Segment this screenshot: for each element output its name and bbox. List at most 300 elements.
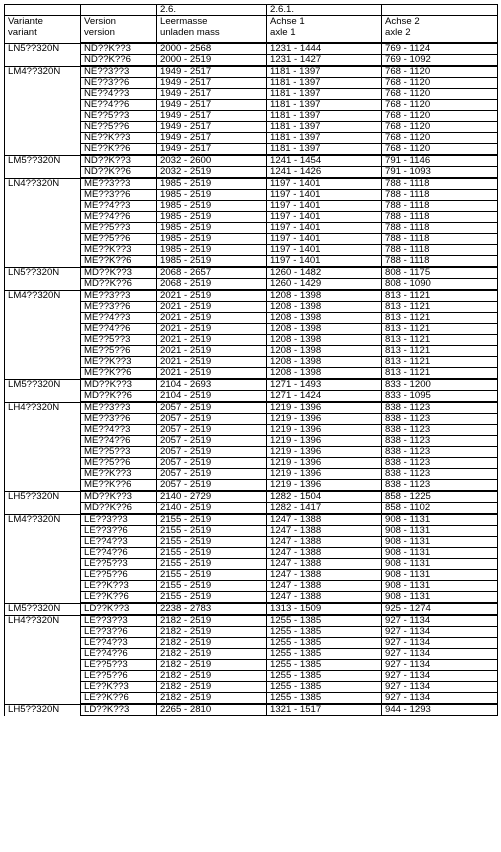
header-axle2-en: axle 2 <box>385 27 411 38</box>
table-row <box>5 201 498 212</box>
version-cell: LE??3??6 <box>81 627 157 638</box>
table-row <box>5 592 498 604</box>
axle2-cell: 944 - 1293 <box>382 704 498 716</box>
header-variant-en: variant <box>8 27 37 38</box>
axle1-cell: 1247 - 1388 <box>267 581 382 592</box>
variant-cell-empty <box>5 458 81 469</box>
axle1-cell: 1197 - 1401 <box>267 212 382 223</box>
table-row <box>5 469 498 480</box>
version-cell: ME??5??3 <box>81 447 157 458</box>
variant-cell-empty <box>5 346 81 357</box>
table-row <box>5 391 498 403</box>
version-cell: ND??K??6 <box>81 167 157 179</box>
axle2-cell: 768 - 1120 <box>382 100 498 111</box>
axle2-cell: 788 - 1118 <box>382 212 498 223</box>
version-cell: ME??K??6 <box>81 256 157 268</box>
mass-cell: 2155 - 2519 <box>157 537 267 548</box>
axle2-cell: 838 - 1123 <box>382 480 498 492</box>
mass-cell: 1985 - 2519 <box>157 245 267 256</box>
mass-cell: 1949 - 2517 <box>157 111 267 122</box>
variant-cell-empty <box>5 537 81 548</box>
header-axle1-en: axle 1 <box>270 27 296 38</box>
table-row <box>5 627 498 638</box>
variant-cell: LM4??320N <box>5 514 81 526</box>
table-row <box>5 234 498 245</box>
mass-cell: 1985 - 2519 <box>157 190 267 201</box>
variant-cell-empty <box>5 357 81 368</box>
mass-cell: 2021 - 2519 <box>157 335 267 346</box>
table-row <box>5 279 498 291</box>
table-row <box>5 368 498 380</box>
version-cell: LE??4??3 <box>81 537 157 548</box>
table-row <box>5 223 498 234</box>
axle2-cell: 768 - 1120 <box>382 111 498 122</box>
section-number-row <box>5 5 498 16</box>
axle1-cell: 1247 - 1388 <box>267 548 382 559</box>
axle2-cell: 927 - 1134 <box>382 627 498 638</box>
variant-cell-empty <box>5 324 81 335</box>
variant-cell-empty <box>5 414 81 425</box>
table-row <box>5 514 498 526</box>
table-row <box>5 491 498 503</box>
axle2-cell: 813 - 1121 <box>382 357 498 368</box>
axle2-cell: 768 - 1120 <box>382 89 498 100</box>
axle1-cell: 1255 - 1385 <box>267 660 382 671</box>
axle1-cell: 1313 - 1509 <box>267 603 382 615</box>
variant-cell-empty <box>5 469 81 480</box>
table-row <box>5 267 498 279</box>
axle2-cell: 808 - 1175 <box>382 267 498 279</box>
mass-cell: 2182 - 2519 <box>157 660 267 671</box>
axle1-cell: 1247 - 1388 <box>267 570 382 581</box>
axle2-cell: 788 - 1118 <box>382 190 498 201</box>
table-row <box>5 603 498 615</box>
table-row <box>5 503 498 515</box>
version-cell: ME??5??3 <box>81 335 157 346</box>
table-row <box>5 638 498 649</box>
table-row <box>5 581 498 592</box>
header-version <box>81 16 157 44</box>
axle2-cell: 838 - 1123 <box>382 469 498 480</box>
mass-cell: 2155 - 2519 <box>157 526 267 537</box>
version-cell: NE??K??3 <box>81 133 157 144</box>
axle2-cell: 791 - 1093 <box>382 167 498 179</box>
axle2-cell: 838 - 1123 <box>382 414 498 425</box>
axle1-cell: 1197 - 1401 <box>267 190 382 201</box>
axle2-cell: 908 - 1131 <box>382 526 498 537</box>
axle1-cell: 1197 - 1401 <box>267 245 382 256</box>
axle2-cell: 769 - 1092 <box>382 55 498 67</box>
variant-cell: LN5??320N <box>5 267 81 279</box>
mass-cell: 2265 - 2810 <box>157 704 267 716</box>
variant-cell-empty <box>5 526 81 537</box>
variant-cell: LN4??320N <box>5 178 81 190</box>
variant-cell-empty <box>5 638 81 649</box>
version-cell: LE??3??3 <box>81 514 157 526</box>
version-cell: LE??5??6 <box>81 671 157 682</box>
axle1-cell: 1255 - 1385 <box>267 627 382 638</box>
axle1-cell: 1231 - 1444 <box>267 43 382 55</box>
variant-cell-empty <box>5 256 81 268</box>
variant-cell: LM5??320N <box>5 155 81 167</box>
version-cell: ME??K??6 <box>81 480 157 492</box>
mass-cell: 2057 - 2519 <box>157 447 267 458</box>
variant-cell-empty <box>5 100 81 111</box>
mass-cell: 2155 - 2519 <box>157 592 267 604</box>
header-mass <box>157 16 267 44</box>
header-axle1-de: Achse 1 <box>270 16 305 27</box>
axle2-cell: 858 - 1102 <box>382 503 498 515</box>
mass-cell: 1985 - 2519 <box>157 223 267 234</box>
variant-cell-empty <box>5 313 81 324</box>
axle1-cell: 1255 - 1385 <box>267 615 382 627</box>
axle2-cell: 788 - 1118 <box>382 178 498 190</box>
mass-cell: 1985 - 2519 <box>157 212 267 223</box>
table-row <box>5 480 498 492</box>
axle2-cell: 927 - 1134 <box>382 649 498 660</box>
axle2-cell: 813 - 1121 <box>382 324 498 335</box>
axle1-cell: 1181 - 1397 <box>267 144 382 156</box>
axle1-cell: 1208 - 1398 <box>267 368 382 380</box>
table-row <box>5 559 498 570</box>
table-row <box>5 693 498 705</box>
axle1-cell: 1255 - 1385 <box>267 693 382 705</box>
table-row <box>5 548 498 559</box>
version-cell: MD??K??6 <box>81 503 157 515</box>
table-row <box>5 43 498 55</box>
mass-cell: 2057 - 2519 <box>157 425 267 436</box>
version-cell: MD??K??6 <box>81 391 157 403</box>
mass-cell: 2155 - 2519 <box>157 548 267 559</box>
table-row <box>5 402 498 414</box>
mass-cell: 2104 - 2693 <box>157 379 267 391</box>
variant-cell-empty <box>5 391 81 403</box>
axle1-cell: 1247 - 1388 <box>267 592 382 604</box>
axle2-cell: 908 - 1131 <box>382 548 498 559</box>
header-axle2-de: Achse 2 <box>385 16 420 27</box>
table-row <box>5 133 498 144</box>
table-row <box>5 324 498 335</box>
mass-cell: 2155 - 2519 <box>157 581 267 592</box>
mass-cell: 1949 - 2517 <box>157 122 267 133</box>
variant-cell-empty <box>5 425 81 436</box>
mass-cell: 1985 - 2519 <box>157 256 267 268</box>
section-empty-cell <box>382 5 498 16</box>
variant-cell-empty <box>5 480 81 492</box>
version-cell: ND??K??3 <box>81 155 157 167</box>
axle1-cell: 1181 - 1397 <box>267 111 382 122</box>
mass-cell: 2032 - 2600 <box>157 155 267 167</box>
variant-cell-empty <box>5 245 81 256</box>
version-cell: NE??3??6 <box>81 78 157 89</box>
version-cell: NE??5??3 <box>81 111 157 122</box>
table-row <box>5 290 498 302</box>
version-cell: ME??4??6 <box>81 212 157 223</box>
variant-cell-empty <box>5 190 81 201</box>
axle1-cell: 1247 - 1388 <box>267 526 382 537</box>
mass-cell: 2182 - 2519 <box>157 682 267 693</box>
axle2-cell: 908 - 1131 <box>382 581 498 592</box>
variant-cell-empty <box>5 167 81 179</box>
mass-cell: 2021 - 2519 <box>157 346 267 357</box>
version-cell: ME??3??6 <box>81 414 157 425</box>
version-cell: ME??4??3 <box>81 313 157 324</box>
table-row <box>5 570 498 581</box>
axle2-cell: 927 - 1134 <box>382 682 498 693</box>
version-cell: LE??5??3 <box>81 660 157 671</box>
mass-cell: 2068 - 2519 <box>157 279 267 291</box>
variant-cell-empty <box>5 89 81 100</box>
variant-cell-empty <box>5 682 81 693</box>
mass-cell: 2182 - 2519 <box>157 638 267 649</box>
axle1-cell: 1271 - 1424 <box>267 391 382 403</box>
mass-cell: 1985 - 2519 <box>157 234 267 245</box>
axle2-cell: 813 - 1121 <box>382 313 498 324</box>
axle1-cell: 1208 - 1398 <box>267 313 382 324</box>
mass-cell: 1949 - 2517 <box>157 100 267 111</box>
mass-table <box>4 4 498 716</box>
axle2-cell: 908 - 1131 <box>382 514 498 526</box>
version-cell: NE??K??6 <box>81 144 157 156</box>
version-cell: MD??K??3 <box>81 491 157 503</box>
axle2-cell: 908 - 1131 <box>382 537 498 548</box>
mass-cell: 2182 - 2519 <box>157 649 267 660</box>
variant-cell-empty <box>5 570 81 581</box>
axle2-cell: 858 - 1225 <box>382 491 498 503</box>
axle1-cell: 1247 - 1388 <box>267 537 382 548</box>
version-cell: NE??5??6 <box>81 122 157 133</box>
mass-cell: 2155 - 2519 <box>157 514 267 526</box>
header-version-de: Version <box>84 16 116 27</box>
mass-cell: 2182 - 2519 <box>157 615 267 627</box>
version-cell: NE??3??3 <box>81 66 157 78</box>
mass-cell: 2182 - 2519 <box>157 627 267 638</box>
variant-cell-empty <box>5 559 81 570</box>
version-cell: LD??K??3 <box>81 704 157 716</box>
variant-cell-empty <box>5 581 81 592</box>
table-row <box>5 190 498 201</box>
version-cell: LE??3??3 <box>81 615 157 627</box>
variant-cell-empty <box>5 212 81 223</box>
version-cell: ME??4??6 <box>81 324 157 335</box>
variant-cell-empty <box>5 223 81 234</box>
table-row <box>5 704 498 716</box>
axle1-cell: 1181 - 1397 <box>267 100 382 111</box>
axle1-cell: 1181 - 1397 <box>267 78 382 89</box>
mass-cell: 2021 - 2519 <box>157 324 267 335</box>
axle1-cell: 1208 - 1398 <box>267 324 382 335</box>
version-cell: LE??4??3 <box>81 638 157 649</box>
variant-cell-empty <box>5 671 81 682</box>
table-row <box>5 346 498 357</box>
mass-cell: 1949 - 2517 <box>157 78 267 89</box>
version-cell: LE??5??6 <box>81 570 157 581</box>
version-cell: LE??5??3 <box>81 559 157 570</box>
header-mass-en: unladen mass <box>160 27 220 38</box>
table-row <box>5 447 498 458</box>
header-version-en: version <box>84 27 115 38</box>
variant-cell: LM4??320N <box>5 290 81 302</box>
variant-cell-empty <box>5 592 81 604</box>
mass-cell: 2104 - 2519 <box>157 391 267 403</box>
axle2-cell: 788 - 1118 <box>382 245 498 256</box>
table-row <box>5 425 498 436</box>
table-row <box>5 313 498 324</box>
table-row <box>5 335 498 346</box>
axle2-cell: 838 - 1123 <box>382 425 498 436</box>
table-row <box>5 379 498 391</box>
mass-cell: 2057 - 2519 <box>157 458 267 469</box>
version-cell: ND??K??6 <box>81 55 157 67</box>
mass-cell: 2021 - 2519 <box>157 368 267 380</box>
axle2-cell: 813 - 1121 <box>382 302 498 313</box>
variant-cell: LH4??320N <box>5 402 81 414</box>
axle1-cell: 1282 - 1417 <box>267 503 382 515</box>
mass-cell: 2182 - 2519 <box>157 693 267 705</box>
axle1-cell: 1197 - 1401 <box>267 256 382 268</box>
version-cell: NE??4??6 <box>81 100 157 111</box>
table-row <box>5 89 498 100</box>
table-row <box>5 649 498 660</box>
axle1-cell: 1255 - 1385 <box>267 649 382 660</box>
axle2-cell: 927 - 1134 <box>382 671 498 682</box>
axle2-cell: 791 - 1146 <box>382 155 498 167</box>
axle2-cell: 813 - 1121 <box>382 290 498 302</box>
table-row <box>5 436 498 447</box>
axle2-cell: 813 - 1121 <box>382 346 498 357</box>
variant-cell: LH5??320N <box>5 704 81 716</box>
variant-cell-empty <box>5 447 81 458</box>
table-row <box>5 414 498 425</box>
axle2-cell: 927 - 1134 <box>382 693 498 705</box>
variant-cell-empty <box>5 368 81 380</box>
version-cell: ME??K??3 <box>81 245 157 256</box>
version-cell: MD??K??3 <box>81 267 157 279</box>
variant-cell: LM5??320N <box>5 379 81 391</box>
variant-cell-empty <box>5 111 81 122</box>
version-cell: ME??3??3 <box>81 290 157 302</box>
version-cell: ME??4??3 <box>81 201 157 212</box>
axle1-cell: 1321 - 1517 <box>267 704 382 716</box>
axle2-cell: 838 - 1123 <box>382 458 498 469</box>
section-number-axle: 2.6.1. <box>267 5 382 16</box>
header-axle2 <box>382 16 498 44</box>
mass-cell: 1985 - 2519 <box>157 178 267 190</box>
mass-cell: 2057 - 2519 <box>157 480 267 492</box>
axle1-cell: 1219 - 1396 <box>267 469 382 480</box>
axle1-cell: 1260 - 1482 <box>267 267 382 279</box>
mass-cell: 2068 - 2657 <box>157 267 267 279</box>
section-empty-cell <box>81 5 157 16</box>
version-cell: ME??K??3 <box>81 469 157 480</box>
table-row <box>5 357 498 368</box>
mass-cell: 2032 - 2519 <box>157 167 267 179</box>
axle1-cell: 1255 - 1385 <box>267 638 382 649</box>
table-row <box>5 256 498 268</box>
header-axle1 <box>267 16 382 44</box>
version-cell: ME??4??6 <box>81 436 157 447</box>
variant-cell-empty <box>5 78 81 89</box>
axle2-cell: 768 - 1120 <box>382 78 498 89</box>
variant-cell-empty <box>5 201 81 212</box>
table-row <box>5 660 498 671</box>
variant-cell: LH4??320N <box>5 615 81 627</box>
mass-cell: 2021 - 2519 <box>157 313 267 324</box>
table-row <box>5 682 498 693</box>
version-cell: LE??4??6 <box>81 649 157 660</box>
axle1-cell: 1197 - 1401 <box>267 201 382 212</box>
variant-cell-empty <box>5 693 81 705</box>
version-cell: ME??4??3 <box>81 425 157 436</box>
variant-cell: LM4??320N <box>5 66 81 78</box>
axle1-cell: 1197 - 1401 <box>267 234 382 245</box>
variant-cell-empty <box>5 660 81 671</box>
axle2-cell: 925 - 1274 <box>382 603 498 615</box>
axle2-cell: 768 - 1120 <box>382 122 498 133</box>
variant-cell-empty <box>5 503 81 515</box>
axle2-cell: 927 - 1134 <box>382 660 498 671</box>
axle1-cell: 1181 - 1397 <box>267 89 382 100</box>
variant-cell-empty <box>5 55 81 67</box>
table-row <box>5 458 498 469</box>
axle2-cell: 788 - 1118 <box>382 256 498 268</box>
axle1-cell: 1219 - 1396 <box>267 402 382 414</box>
axle1-cell: 1282 - 1504 <box>267 491 382 503</box>
mass-cell: 2000 - 2568 <box>157 43 267 55</box>
version-cell: NE??4??3 <box>81 89 157 100</box>
axle1-cell: 1181 - 1397 <box>267 122 382 133</box>
mass-cell: 2155 - 2519 <box>157 559 267 570</box>
table-row <box>5 78 498 89</box>
axle1-cell: 1208 - 1398 <box>267 302 382 313</box>
table-row <box>5 155 498 167</box>
mass-cell: 2000 - 2519 <box>157 55 267 67</box>
version-cell: LE??K??6 <box>81 693 157 705</box>
version-cell: ME??5??6 <box>81 346 157 357</box>
version-cell: ME??K??3 <box>81 357 157 368</box>
version-cell: ME??3??6 <box>81 302 157 313</box>
axle1-cell: 1260 - 1429 <box>267 279 382 291</box>
axle1-cell: 1181 - 1397 <box>267 133 382 144</box>
axle2-cell: 769 - 1124 <box>382 43 498 55</box>
axle1-cell: 1208 - 1398 <box>267 346 382 357</box>
version-cell: ME??5??6 <box>81 458 157 469</box>
version-cell: ME??3??6 <box>81 190 157 201</box>
mass-table-body <box>5 5 498 716</box>
mass-cell: 1949 - 2517 <box>157 133 267 144</box>
axle1-cell: 1255 - 1385 <box>267 671 382 682</box>
axle2-cell: 788 - 1118 <box>382 201 498 212</box>
variant-cell-empty <box>5 122 81 133</box>
axle1-cell: 1181 - 1397 <box>267 66 382 78</box>
axle1-cell: 1208 - 1398 <box>267 290 382 302</box>
version-cell: ME??3??3 <box>81 402 157 414</box>
version-cell: ME??3??3 <box>81 178 157 190</box>
variant-cell-empty <box>5 649 81 660</box>
axle2-cell: 908 - 1131 <box>382 592 498 604</box>
axle1-cell: 1208 - 1398 <box>267 357 382 368</box>
mass-cell: 2021 - 2519 <box>157 302 267 313</box>
axle1-cell: 1241 - 1454 <box>267 155 382 167</box>
table-row <box>5 55 498 67</box>
version-cell: MD??K??6 <box>81 279 157 291</box>
mass-cell: 2057 - 2519 <box>157 469 267 480</box>
axle2-cell: 768 - 1120 <box>382 66 498 78</box>
variant-cell: LN5??320N <box>5 43 81 55</box>
table-row <box>5 212 498 223</box>
variant-cell: LH5??320N <box>5 491 81 503</box>
table-row <box>5 100 498 111</box>
